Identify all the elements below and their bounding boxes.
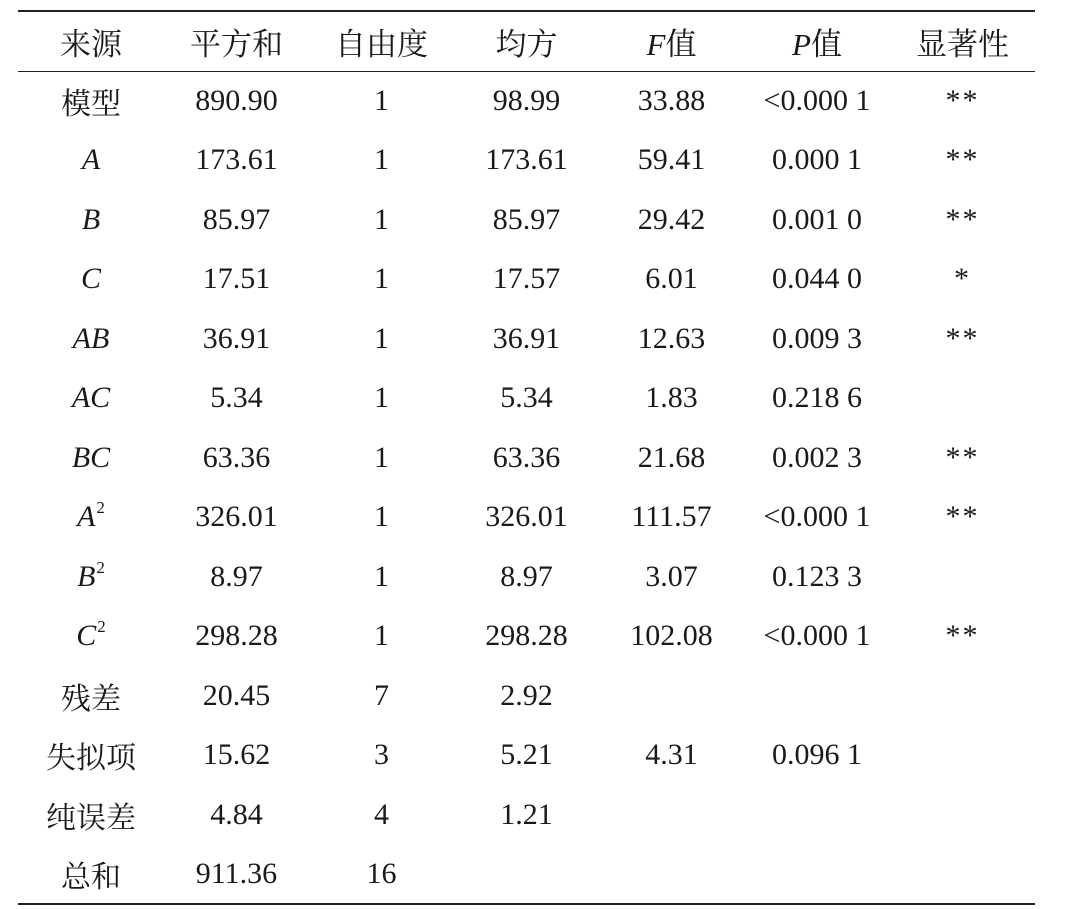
- cell-p-value: <0.000 1: [763, 619, 871, 653]
- source-label: AB: [72, 321, 110, 355]
- table-row: [18, 488, 1035, 548]
- cell-f-value: 4.31: [645, 738, 698, 772]
- source-exponent: 2: [97, 617, 106, 637]
- cell-source: [18, 369, 164, 429]
- cell-mean-square: 85.97: [492, 202, 561, 236]
- cell-p-value: 0.009 3: [772, 321, 862, 355]
- cell-degrees-of-freedom: 1: [374, 440, 389, 474]
- cell-source: [18, 250, 164, 310]
- cell-source: [18, 428, 164, 488]
- source-label: 总和: [61, 860, 121, 894]
- cell-significance: [890, 845, 1035, 905]
- cell-f-value: 111.57: [631, 500, 712, 534]
- cell-sum-of-squares: 15.62: [202, 738, 271, 772]
- table-row: [18, 666, 1035, 726]
- table-row: [18, 607, 1035, 667]
- cell-source: [18, 190, 164, 250]
- cell-sum-of-squares: 85.97: [202, 202, 271, 236]
- cell-f-value: 59.41: [637, 143, 706, 177]
- source-label: BC: [71, 440, 111, 474]
- cell-f-value: 33.88: [637, 84, 706, 117]
- cell-degrees-of-freedom: 1: [374, 559, 389, 593]
- header-degrees-of-freedom: 自由度: [309, 11, 454, 71]
- cell-significance: **: [945, 500, 980, 534]
- cell-p-value: 0.123 3: [772, 559, 862, 593]
- cell-mean-square: [454, 845, 599, 905]
- source-label: A: [77, 500, 96, 534]
- table-body: [18, 71, 1035, 904]
- cell-degrees-of-freedom: 16: [309, 845, 454, 905]
- cell-mean-square: 17.57: [492, 262, 561, 296]
- source-label: 纯误差: [46, 801, 136, 835]
- cell-p-value: 0.002 3: [772, 440, 862, 474]
- cell-degrees-of-freedom: 7: [374, 678, 389, 712]
- cell-significance: **: [945, 440, 980, 474]
- cell-sum-of-squares: 17.51: [202, 262, 271, 296]
- table-row: [18, 71, 1035, 131]
- cell-p-value: 0.044 0: [772, 262, 862, 296]
- cell-f-value: 1.83: [645, 381, 698, 415]
- cell-f-value: 6.01: [645, 262, 698, 296]
- cell-degrees-of-freedom: 4: [374, 797, 389, 831]
- cell-mean-square: 98.99: [492, 84, 561, 117]
- header-p-value: [744, 11, 890, 71]
- cell-significance: **: [945, 321, 980, 355]
- cell-source: [18, 488, 164, 548]
- cell-mean-square: 298.28: [485, 619, 568, 653]
- table-row: [18, 547, 1035, 607]
- cell-degrees-of-freedom: 1: [374, 619, 389, 653]
- cell-p-value: 0.096 1: [772, 738, 862, 772]
- cell-degrees-of-freedom: 1: [374, 202, 389, 236]
- cell-degrees-of-freedom: 1: [374, 143, 389, 177]
- cell-p-value: 0.218 6: [772, 381, 862, 415]
- cell-sum-of-squares: 298.28: [195, 619, 278, 653]
- cell-f-value: 12.63: [637, 321, 706, 355]
- cell-significance: [890, 726, 1035, 786]
- cell-significance: **: [945, 619, 980, 653]
- cell-significance: *: [954, 262, 971, 296]
- cell-mean-square: 36.91: [492, 321, 561, 355]
- table-row: [18, 428, 1035, 488]
- table-row: [18, 131, 1035, 191]
- cell-mean-square: 5.34: [500, 381, 553, 415]
- source-label: 残差: [61, 682, 121, 716]
- cell-source: [18, 666, 164, 726]
- header-f-value: [599, 11, 744, 71]
- anova-table: [18, 10, 1035, 905]
- cell-source: [18, 309, 164, 369]
- cell-sum-of-squares: 36.91: [202, 321, 271, 355]
- header-mean-square: 均方: [454, 11, 599, 71]
- source-label: 模型: [61, 88, 121, 121]
- cell-sum-of-squares: 8.97: [210, 559, 263, 593]
- table-row: [18, 726, 1035, 786]
- cell-sum-of-squares: 63.36: [202, 440, 271, 474]
- table-row: [18, 369, 1035, 429]
- cell-f-value: 21.68: [637, 440, 706, 474]
- cell-p-value: <0.000 1: [763, 84, 871, 117]
- cell-f-value: [599, 666, 744, 726]
- cell-mean-square: 173.61: [485, 143, 568, 177]
- cell-sum-of-squares: 4.84: [210, 797, 263, 831]
- header-p-symbol: P: [792, 26, 811, 62]
- table-row: [18, 250, 1035, 310]
- table-row: [18, 845, 1035, 905]
- header-sum-of-squares: 平方和: [164, 11, 309, 71]
- cell-sum-of-squares: 173.61: [195, 143, 278, 177]
- cell-p-value: [744, 666, 890, 726]
- source-label: C: [76, 619, 97, 653]
- cell-degrees-of-freedom: 1: [374, 381, 389, 415]
- cell-significance: **: [945, 202, 980, 236]
- cell-p-value: [744, 785, 890, 845]
- cell-f-value: [599, 785, 744, 845]
- source-label: B: [81, 202, 101, 236]
- header-source: 来源: [18, 11, 164, 71]
- source-label: AC: [71, 381, 111, 415]
- table-row: [18, 785, 1035, 845]
- source-label: C: [80, 262, 101, 296]
- header-f-symbol: F: [646, 26, 666, 62]
- table-row: [18, 309, 1035, 369]
- cell-significance: [890, 547, 1035, 607]
- source-label: 失拟项: [46, 742, 136, 776]
- cell-sum-of-squares: 20.45: [202, 678, 271, 712]
- cell-significance: **: [945, 84, 980, 117]
- source-label: B: [77, 559, 96, 593]
- cell-p-value: 0.001 0: [772, 202, 862, 236]
- cell-f-value: 102.08: [630, 619, 713, 653]
- cell-significance: [890, 785, 1035, 845]
- cell-sum-of-squares: 5.34: [210, 381, 263, 415]
- cell-f-value: 3.07: [645, 559, 698, 593]
- cell-source: [18, 71, 164, 131]
- cell-degrees-of-freedom: 1: [374, 262, 389, 296]
- source-exponent: 2: [96, 557, 105, 577]
- cell-source: [18, 726, 164, 786]
- cell-source: [18, 785, 164, 845]
- cell-f-value: 29.42: [637, 202, 706, 236]
- cell-sum-of-squares: 911.36: [164, 845, 309, 905]
- source-label: A: [81, 143, 101, 177]
- header-f-suffix: 值: [665, 26, 697, 62]
- cell-significance: [890, 369, 1035, 429]
- cell-mean-square: 2.92: [500, 678, 553, 712]
- cell-sum-of-squares: 326.01: [195, 500, 278, 534]
- cell-degrees-of-freedom: 1: [374, 500, 389, 534]
- header-p-suffix: 值: [810, 26, 842, 62]
- table-row: [18, 190, 1035, 250]
- cell-f-value: [599, 845, 744, 905]
- source-exponent: 2: [96, 498, 105, 518]
- cell-mean-square: 8.97: [500, 559, 553, 593]
- cell-mean-square: 63.36: [492, 440, 561, 474]
- cell-p-value: 0.000 1: [772, 143, 862, 177]
- cell-degrees-of-freedom: 3: [374, 738, 389, 772]
- cell-source: [18, 131, 164, 191]
- cell-sum-of-squares: 890.90: [195, 84, 278, 117]
- header-significance: 显著性: [890, 11, 1035, 71]
- cell-source: [18, 845, 164, 905]
- cell-mean-square: 5.21: [500, 738, 553, 772]
- cell-mean-square: 326.01: [485, 500, 568, 534]
- cell-degrees-of-freedom: 1: [374, 321, 389, 355]
- cell-significance: [890, 666, 1035, 726]
- cell-mean-square: 1.21: [500, 797, 553, 831]
- cell-source: [18, 547, 164, 607]
- cell-degrees-of-freedom: 1: [374, 84, 389, 117]
- cell-significance: **: [945, 143, 980, 177]
- cell-p-value: <0.000 1: [763, 500, 871, 534]
- cell-source: [18, 607, 164, 667]
- cell-p-value: [744, 845, 890, 905]
- table-header-row: [18, 11, 1035, 71]
